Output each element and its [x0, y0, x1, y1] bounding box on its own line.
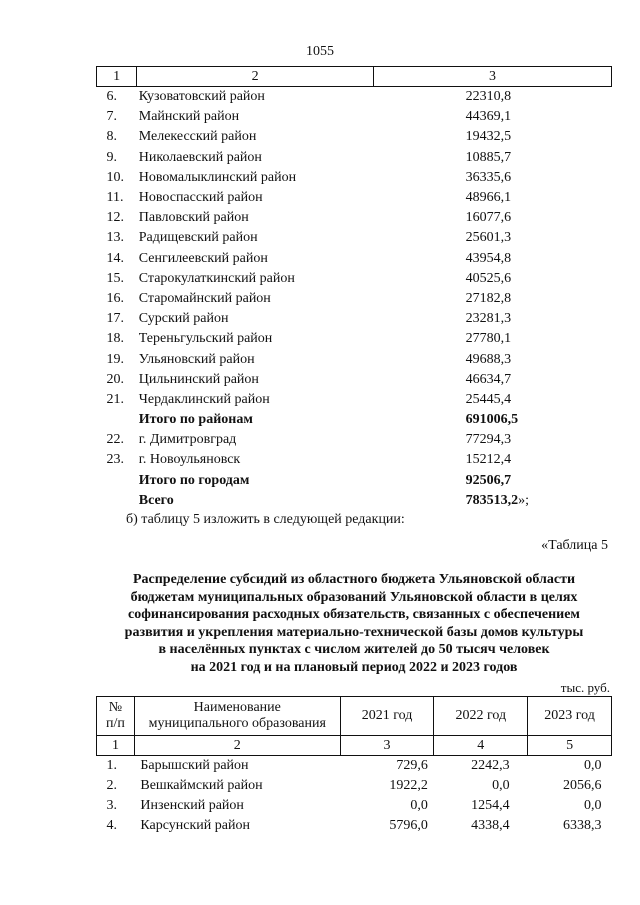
index-col-5: 5	[528, 736, 612, 756]
row-value-number: 783513,2	[465, 492, 519, 508]
table-row	[97, 430, 612, 450]
row-value-number: 49688,3	[465, 351, 512, 367]
row-name: Майнский район	[138, 109, 240, 125]
table-row	[97, 168, 612, 188]
row-number: 7.	[106, 109, 117, 125]
row-name: Новоспасский район	[138, 190, 263, 206]
value-2021: 1922,2	[389, 778, 428, 793]
table-row	[97, 309, 612, 329]
table-4-continuation	[96, 66, 612, 511]
table-5	[96, 696, 612, 836]
row-value-number: 77294,3	[465, 432, 512, 448]
row-value	[374, 148, 612, 168]
row-number: 4.	[106, 818, 117, 833]
row-number: 14.	[106, 250, 124, 266]
table-row	[97, 148, 612, 168]
row-name: Вешкаймский район	[140, 778, 263, 793]
table-row	[97, 228, 612, 248]
row-value-number: 43954,8	[465, 250, 512, 266]
header-num-line1: №	[108, 700, 123, 715]
row-name: Чердаклинский район	[138, 391, 270, 407]
index-col-2: 2	[134, 736, 340, 756]
title-line: софинансирования расходных обязательств, связанных с обеспечением	[128, 607, 580, 623]
row-value-number: 25445,4	[465, 391, 512, 407]
row-value-number: 10885,7	[465, 149, 512, 165]
table-5-label: «Таблица 5	[541, 538, 608, 553]
row-value-number: 23281,3	[465, 311, 512, 327]
row-value	[374, 228, 612, 248]
row-name: Павловский район	[138, 210, 249, 226]
title-line: в населённых пунктах с числом жителей до 50 тысяч человек	[158, 642, 550, 658]
header-col-3: 3	[374, 67, 612, 87]
table-5-header-row	[97, 697, 612, 736]
row-number: 6.	[106, 89, 117, 105]
value-2023: 0,0	[584, 758, 602, 773]
header-name-line2: муниципального образования	[148, 716, 326, 731]
row-value-number: 46634,7	[465, 371, 512, 387]
table-row	[97, 127, 612, 147]
row-value	[374, 329, 612, 349]
row-number	[97, 471, 137, 491]
value-2022: 2242,3	[471, 758, 510, 773]
table-row	[97, 756, 612, 777]
header-num-line2: п/п	[106, 716, 125, 731]
value-2021: 5796,0	[389, 818, 428, 833]
value-2023: 6338,3	[563, 818, 602, 833]
row-number: 12.	[106, 210, 124, 226]
row-number: 17.	[106, 311, 124, 327]
header-2021: 2021 год	[340, 697, 434, 736]
row-name: Всего	[138, 492, 174, 508]
row-value	[374, 249, 612, 269]
row-value	[374, 370, 612, 390]
row-value	[374, 390, 612, 410]
row-name: Николаевский район	[138, 149, 262, 165]
table-row	[97, 410, 612, 430]
table-row	[97, 107, 612, 127]
row-name: Кузоватовский район	[138, 89, 265, 105]
value-2022: 0,0	[492, 778, 510, 793]
index-col-1: 1	[97, 736, 135, 756]
row-name: Новомалыклинский район	[138, 169, 297, 185]
table-row	[97, 471, 612, 491]
table-row	[97, 491, 612, 511]
row-name: Ульяновский район	[138, 351, 255, 367]
row-number: 13.	[106, 230, 124, 246]
row-name: Старокулаткинский район	[138, 270, 295, 286]
row-number: 18.	[106, 331, 124, 347]
table-row	[97, 87, 612, 108]
index-col-3: 3	[340, 736, 434, 756]
table-row	[97, 390, 612, 410]
row-value-number: 691006,5	[465, 412, 519, 428]
row-value	[374, 491, 612, 511]
page-number: 1055	[306, 44, 334, 59]
row-value-suffix: »;	[518, 492, 529, 508]
value-2022: 1254,4	[471, 798, 510, 813]
row-name: Сурский район	[138, 311, 229, 327]
row-name: Мелекесский район	[138, 129, 257, 145]
row-name: Барышский район	[140, 758, 249, 773]
value-2021: 729,6	[396, 758, 428, 773]
row-number: 15.	[106, 270, 124, 286]
row-number: 19.	[106, 351, 124, 367]
row-value	[374, 208, 612, 228]
row-number: 1.	[106, 758, 117, 773]
row-value-number: 15212,4	[465, 452, 512, 468]
row-value	[374, 430, 612, 450]
row-value	[374, 269, 612, 289]
row-value	[374, 188, 612, 208]
row-number: 22.	[106, 432, 124, 448]
row-value-number: 16077,6	[465, 210, 512, 226]
row-value	[374, 349, 612, 369]
table-row	[97, 249, 612, 269]
title-line: на 2021 год и на плановый период 2022 и 2023 годов	[190, 659, 518, 675]
row-value-number: 40525,6	[465, 270, 512, 286]
table-row	[97, 289, 612, 309]
row-number: 10.	[106, 169, 124, 185]
table-row	[97, 816, 612, 836]
table-row	[97, 450, 612, 470]
row-value	[374, 410, 612, 430]
row-number	[97, 491, 137, 511]
row-name: Тереньгульский район	[138, 331, 273, 347]
row-number: 11.	[106, 190, 124, 206]
row-name: Итого по городам	[138, 472, 250, 488]
row-number: 21.	[106, 391, 124, 407]
header-name-line1: Наименование	[193, 700, 281, 715]
row-number: 2.	[106, 778, 117, 793]
row-value-number: 25601,3	[465, 230, 512, 246]
row-value	[374, 309, 612, 329]
row-name: Радищевский район	[138, 230, 258, 246]
row-number: 20.	[106, 371, 124, 387]
row-value-number: 22310,8	[465, 89, 512, 105]
table-row	[97, 269, 612, 289]
row-number: 16.	[106, 290, 124, 306]
row-value	[374, 471, 612, 491]
header-2022: 2022 год	[434, 697, 528, 736]
row-value	[374, 87, 612, 108]
row-name: г. Димитровград	[138, 432, 237, 448]
header-2023: 2023 год	[528, 697, 612, 736]
table-row	[97, 370, 612, 390]
row-value-number: 27780,1	[465, 331, 512, 347]
row-number: 23.	[106, 452, 124, 468]
row-value-number: 19432,5	[465, 129, 512, 145]
value-2023: 0,0	[584, 798, 602, 813]
row-value-number: 36335,6	[465, 169, 512, 185]
row-value-number: 27182,8	[465, 290, 512, 306]
row-name: Карсунский район	[140, 818, 250, 833]
row-number: 9.	[106, 149, 117, 165]
table-row	[97, 208, 612, 228]
row-number	[97, 410, 137, 430]
header-name	[134, 697, 340, 736]
row-number: 8.	[106, 129, 117, 145]
table-row	[97, 329, 612, 349]
row-value	[374, 107, 612, 127]
value-2022: 4338,4	[471, 818, 510, 833]
row-name: Сенгилеевский район	[138, 250, 268, 266]
index-col-4: 4	[434, 736, 528, 756]
row-name: Старомайнский район	[138, 290, 271, 306]
row-value	[374, 127, 612, 147]
row-name: Цильнинский район	[138, 371, 259, 387]
table-row	[97, 349, 612, 369]
table-5-title	[96, 571, 612, 677]
table-5-index-row	[97, 736, 612, 756]
row-value	[374, 168, 612, 188]
row-value-number: 44369,1	[465, 109, 512, 125]
row-name: Итого по районам	[138, 412, 253, 428]
header-col-1: 1	[97, 67, 137, 87]
header-num	[97, 697, 135, 736]
table-row	[97, 796, 612, 816]
row-number: 3.	[106, 798, 117, 813]
value-2021: 0,0	[410, 798, 428, 813]
table-row	[97, 188, 612, 208]
table-4-header-row	[97, 67, 612, 87]
row-value	[374, 450, 612, 470]
amendment-paragraph: б) таблицу 5 изложить в следующей редакции:	[126, 512, 405, 527]
value-2023: 2056,6	[563, 778, 602, 793]
title-line: бюджетам муниципальных образований Ульяновской области в целях	[130, 589, 578, 605]
row-name: г. Новоульяновск	[138, 452, 241, 468]
title-line: Распределение субсидий из областного бюджета Ульяновской области	[132, 572, 576, 587]
header-col-2: 2	[137, 67, 374, 87]
units-label: тыс. руб.	[560, 680, 610, 695]
table-row	[97, 776, 612, 796]
row-value-number: 48966,1	[465, 190, 512, 206]
row-name: Инзенский район	[140, 798, 244, 813]
row-value-number: 92506,7	[465, 472, 512, 488]
title-line: развития и укрепления материально-технической базы домов культуры	[124, 624, 584, 640]
row-value	[374, 289, 612, 309]
